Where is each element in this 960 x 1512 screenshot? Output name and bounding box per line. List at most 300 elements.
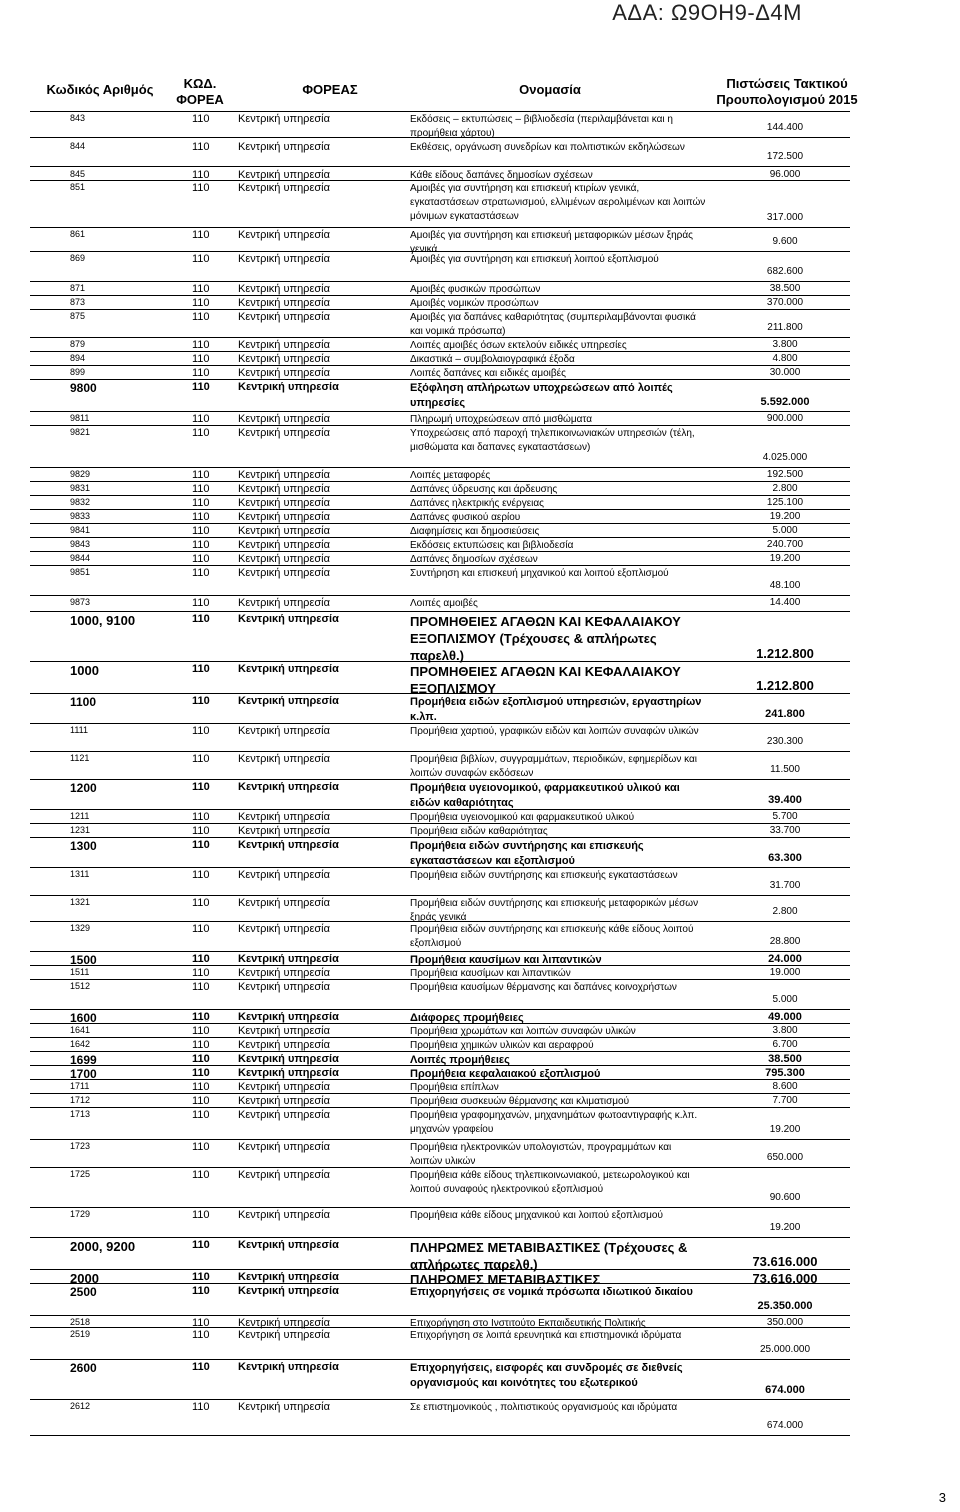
row-foreas: Κεντρική υπηρεσία xyxy=(238,113,330,125)
row-kod: 110 xyxy=(192,182,210,194)
row-foreas: Κεντρική υπηρεσία xyxy=(238,525,330,537)
row-kod: 110 xyxy=(192,753,210,765)
row-value: 241.800 xyxy=(765,708,805,720)
row-name: Προμήθεια καυσίμων και λιπαντικών xyxy=(410,954,602,966)
row-value: 19.200 xyxy=(769,1222,801,1233)
table-row xyxy=(30,1284,850,1316)
row-name: Εκδόσεις εκτυπώσεις και βιβλιοδεσία xyxy=(410,540,574,551)
row-code: 894 xyxy=(70,353,86,363)
row-value: 8.600 xyxy=(772,1081,798,1092)
row-code: 1121 xyxy=(70,753,90,763)
row-code: 851 xyxy=(70,182,86,192)
header-credit xyxy=(712,76,862,108)
row-code: 2518 xyxy=(70,1317,91,1327)
row-code: 9811 xyxy=(70,413,90,423)
table-row xyxy=(30,1208,850,1238)
row-name: Προμήθεια καυσίμων θέρμανσης και δαπάνες κοινοχρήστων xyxy=(410,982,677,993)
row-foreas: Κεντρική υπηρεσία xyxy=(238,613,339,625)
row-foreas: Κεντρική υπηρεσία xyxy=(238,1011,339,1023)
row-foreas: Κεντρική υπηρεσία xyxy=(238,825,330,837)
row-kod: 110 xyxy=(192,1109,210,1121)
table-row xyxy=(30,380,850,412)
row-value: 2.800 xyxy=(772,906,798,917)
row-foreas: Κεντρική υπηρεσία xyxy=(238,511,330,523)
row-value: 211.800 xyxy=(767,322,803,333)
row-foreas: Κεντρική υπηρεσία xyxy=(238,353,330,365)
header-credit-line1: Πιστώσεις Τακτικού xyxy=(726,76,848,91)
row-value: 19.200 xyxy=(769,1124,801,1135)
row-kod: 110 xyxy=(192,353,210,365)
row-kod: 110 xyxy=(192,663,210,675)
table-row xyxy=(30,724,850,752)
row-value: 73.616.000 xyxy=(752,1271,818,1286)
row-name: Προμήθεια κεφαλαιακού εξοπλισμού xyxy=(410,1068,601,1080)
row-foreas: Κεντρική υπηρεσία xyxy=(238,597,330,609)
table-row xyxy=(30,838,850,868)
row-code: 1231 xyxy=(70,825,91,835)
row-kod: 110 xyxy=(192,311,210,323)
row-kod: 110 xyxy=(192,1401,210,1413)
row-kod: 110 xyxy=(192,483,210,495)
row-kod: 110 xyxy=(192,497,210,509)
row-name: ΠΛΗΡΩΜΕΣ ΜΕΤΑΒΙΒΑΣΤΙΚΕΣ (Τρέχουσες & απλήρωτες παρελθ.) xyxy=(410,1240,688,1272)
row-name: Προμήθεια καυσίμων και λιπαντικών xyxy=(410,968,571,979)
row-value: 230.300 xyxy=(766,736,804,747)
table-row xyxy=(30,780,850,810)
row-foreas: Κεντρική υπηρεσία xyxy=(238,839,339,851)
row-value: 1.212.800 xyxy=(756,646,814,661)
row-value: 39.400 xyxy=(768,794,802,806)
row-foreas: Κεντρική υπηρεσία xyxy=(238,1169,330,1181)
table-row xyxy=(30,338,850,352)
row-kod: 110 xyxy=(192,725,210,737)
table-row xyxy=(30,966,850,980)
row-value: 795.300 xyxy=(765,1067,805,1079)
row-kod: 110 xyxy=(192,1361,210,1373)
row-kod: 110 xyxy=(192,613,210,625)
row-code: 1512 xyxy=(70,981,91,991)
row-value: 38.500 xyxy=(769,283,801,294)
row-code: 1725 xyxy=(70,1169,91,1179)
row-code: 1723 xyxy=(70,1141,91,1151)
row-value: 192.500 xyxy=(766,469,804,480)
row-value: 900.000 xyxy=(766,413,804,424)
row-value: 650.000 xyxy=(766,1152,804,1163)
row-value: 317.000 xyxy=(766,212,804,223)
row-foreas: Κεντρική υπηρεσία xyxy=(238,923,330,935)
table-row xyxy=(30,1316,850,1328)
row-name: Αμοιβές για συντήρηση και επισκευή κτιρίων γενικά, εγκαταστάσεων στρατωνισμού, ελλιμένων αερολιμένων και λοιπών μόνιμων εγκαταστάσεων xyxy=(410,183,706,222)
row-code: 2600 xyxy=(70,1361,97,1375)
row-value: 4.025.000 xyxy=(762,452,808,463)
row-kod: 110 xyxy=(192,539,210,551)
row-name: Λοιπές μεταφορές xyxy=(410,470,491,481)
table-row xyxy=(30,896,850,922)
row-code: 1329 xyxy=(70,923,91,933)
row-code: 1311 xyxy=(70,869,90,879)
row-kod: 110 xyxy=(192,339,210,351)
row-kod: 110 xyxy=(192,469,210,481)
table-row xyxy=(30,810,850,824)
row-value: 63.300 xyxy=(768,852,802,864)
row-foreas: Κεντρική υπηρεσία xyxy=(238,367,330,379)
row-foreas: Κεντρική υπηρεσία xyxy=(238,1053,339,1065)
row-code: 1712 xyxy=(70,1095,91,1105)
row-kod: 110 xyxy=(192,1053,210,1065)
row-kod: 110 xyxy=(192,567,210,579)
row-kod: 110 xyxy=(192,923,210,935)
row-foreas: Κεντρική υπηρεσία xyxy=(238,869,330,881)
row-code: 1500 xyxy=(70,953,97,967)
row-name: Διάφορες προμήθειες xyxy=(410,1012,524,1024)
row-foreas: Κεντρική υπηρεσία xyxy=(238,1401,330,1413)
row-kod: 110 xyxy=(192,113,210,125)
row-name: Προμήθεια ηλεκτρονικών υπολογιστών, προγραμμάτων και λοιπών υλικών xyxy=(410,1142,672,1167)
row-name: Προμήθεια ειδών συντήρησης και επισκευής εγκαταστάσεων και εξοπλισμού xyxy=(410,840,644,867)
row-name: Επιχορηγήσεις, εισφορές και συνδρομές σε διεθνείς οργανισμούς και κοινότητες του εξωτερικού xyxy=(410,1362,683,1389)
table-row xyxy=(30,468,850,482)
table-row xyxy=(30,168,850,181)
row-foreas: Κεντρική υπηρεσία xyxy=(238,253,330,265)
table-row xyxy=(30,1010,850,1024)
table-row xyxy=(30,1080,850,1094)
row-value: 6.700 xyxy=(772,1039,798,1050)
row-name: Προμήθεια γραφομηχανών, μηχανημάτων φωτοαντιγραφής κ.λπ. μηχανών γραφείου xyxy=(410,1110,698,1135)
row-code: 9829 xyxy=(70,469,91,479)
row-name: Δαπάνες φυσικού αερίου xyxy=(410,512,521,523)
table-row xyxy=(30,1108,850,1140)
table-row xyxy=(30,552,850,566)
row-value: 240.700 xyxy=(766,539,804,550)
row-code: 844 xyxy=(70,141,86,151)
row-kod: 110 xyxy=(192,253,210,265)
row-code: 9833 xyxy=(70,511,91,521)
row-code: 875 xyxy=(70,311,86,321)
table-row xyxy=(30,538,850,552)
row-foreas: Κεντρική υπηρεσία xyxy=(238,182,330,194)
row-kod: 110 xyxy=(192,981,210,993)
row-value: 96.000 xyxy=(769,169,801,180)
row-name: Προμήθεια βιβλίων, συγγραμμάτων, περιοδικών, εφημερίδων και λοιπών συναφών εκδόσεων xyxy=(410,754,698,779)
header-kod xyxy=(170,76,230,108)
row-foreas: Κεντρική υπηρεσία xyxy=(238,553,330,565)
row-code: 899 xyxy=(70,367,86,377)
row-name: Δαπάνες δημοσίων σχέσεων xyxy=(410,554,538,565)
row-foreas: Κεντρική υπηρεσία xyxy=(238,283,330,295)
row-foreas: Κεντρική υπηρεσία xyxy=(238,1317,330,1329)
row-name: Πληρωμή υποχρεώσεων από μισθώματα xyxy=(410,414,592,425)
row-name: ΠΡΟΜΗΘΕΙΕΣ ΑΓΑΘΩΝ ΚΑΙ ΚΕΦΑΛΑΙΑΚΟΥ ΕΞΟΠΛΙΣΜΟΥ (Τρέχουσες & απλήρωτες παρελθ.) xyxy=(410,614,681,663)
row-foreas: Κεντρική υπηρεσία xyxy=(238,981,330,993)
table-row xyxy=(30,426,850,468)
row-code: 845 xyxy=(70,169,86,179)
row-name: Κάθε είδους δαπάνες δημοσίων σχέσεων xyxy=(410,170,593,181)
row-foreas: Κεντρική υπηρεσία xyxy=(238,539,330,551)
row-value: 350.000 xyxy=(766,1317,804,1328)
table-row xyxy=(30,310,850,338)
row-kod: 110 xyxy=(192,811,210,823)
row-value: 7.700 xyxy=(772,1095,798,1106)
row-foreas: Κεντρική υπηρεσία xyxy=(238,1239,339,1251)
row-name: Εκδόσεις – εκτυπώσεις – βιβλιοδεσία (περιλαμβάνεται και η προμήθεια χάρτου) xyxy=(410,114,673,139)
row-name: Εξόφληση απλήρωτων υποχρεώσεων από λοιπές υπηρεσίες xyxy=(410,382,673,409)
row-kod: 110 xyxy=(192,1141,210,1153)
page-number: 3 xyxy=(938,1490,946,1505)
row-foreas: Κεντρική υπηρεσία xyxy=(238,1081,330,1093)
table-row xyxy=(30,694,850,724)
table-row xyxy=(30,524,850,538)
row-foreas: Κεντρική υπηρεσία xyxy=(238,567,330,579)
row-name: Αμοιβές για δαπάνες καθαριότητας (συμπεριλαμβάνονται φυσικά και νομικά πρόσωπα) xyxy=(410,312,696,337)
row-foreas: Κεντρική υπηρεσία xyxy=(238,1039,330,1051)
row-code: 843 xyxy=(70,113,86,123)
row-code: 9821 xyxy=(70,427,91,437)
table-row xyxy=(30,181,850,228)
row-kod: 110 xyxy=(192,283,210,295)
row-code: 1200 xyxy=(70,781,97,795)
row-name: Συντήρηση και επισκευή μηχανικού και λοιπού εξοπλισμού xyxy=(410,568,669,579)
row-name: Προμήθεια υγειονομικού και φαρμακευτικού υλικού xyxy=(410,812,635,823)
row-name: Επιχορηγήσεις σε νομικά πρόσωπα ιδιωτικού δικαίου xyxy=(410,1286,693,1298)
row-value: 125.100 xyxy=(766,497,804,508)
row-value: 172.500 xyxy=(766,151,804,162)
table-row xyxy=(30,1140,850,1168)
row-kod: 110 xyxy=(192,1209,210,1221)
row-code: 9844 xyxy=(70,553,91,563)
row-code: 1000, 9100 xyxy=(70,613,136,628)
table-row xyxy=(30,1328,850,1360)
row-kod: 110 xyxy=(192,1067,210,1079)
row-kod: 110 xyxy=(192,825,210,837)
table-row xyxy=(30,596,850,612)
row-name: Αμοιβές για συντήρηση και επισκευή λοιπού εξοπλισμού xyxy=(410,254,659,265)
row-kod: 110 xyxy=(192,869,210,881)
row-kod: 110 xyxy=(192,953,210,965)
row-foreas: Κεντρική υπηρεσία xyxy=(238,169,330,181)
row-value: 11.500 xyxy=(770,764,800,775)
table-row xyxy=(30,252,850,282)
row-name: Λοιπές αμοιβές xyxy=(410,598,478,609)
table-row xyxy=(30,1024,850,1038)
row-name: Επιχορήγηση στο Ινστιτούτο Εκπαιδευτικής Πολιτικής xyxy=(410,1318,646,1329)
row-kod: 110 xyxy=(192,1025,210,1037)
row-kod: 110 xyxy=(192,367,210,379)
row-foreas: Κεντρική υπηρεσία xyxy=(238,229,330,241)
table-row xyxy=(30,980,850,1010)
row-value: 1.212.800 xyxy=(756,678,814,693)
row-name: Προμήθεια ειδών συντήρησης και επισκευής μεταφορικών μέσων ξηράς γενικά xyxy=(410,898,699,923)
row-value: 5.592.000 xyxy=(760,396,810,408)
row-name: Επιχορήγηση σε λοιπά ερευνητικά και επιστημονικά ιδρύματα xyxy=(410,1330,682,1341)
row-value: 674.000 xyxy=(765,1384,805,1396)
row-kod: 110 xyxy=(192,511,210,523)
row-value: 28.800 xyxy=(769,936,801,947)
table-row xyxy=(30,1400,850,1436)
row-value: 370.000 xyxy=(766,297,804,308)
table-row xyxy=(30,752,850,780)
row-kod: 110 xyxy=(192,553,210,565)
table-row xyxy=(30,1360,850,1400)
row-value: 2.800 xyxy=(772,483,798,494)
row-code: 879 xyxy=(70,339,86,349)
table-row xyxy=(30,662,850,694)
row-kod: 110 xyxy=(192,695,210,707)
table-row xyxy=(30,482,850,496)
row-foreas: Κεντρική υπηρεσία xyxy=(238,1067,339,1079)
row-foreas: Κεντρική υπηρεσία xyxy=(238,897,330,909)
row-kod: 110 xyxy=(192,1039,210,1051)
row-code: 9843 xyxy=(70,539,91,549)
row-code: 1713 xyxy=(70,1109,91,1119)
row-foreas: Κεντρική υπηρεσία xyxy=(238,469,330,481)
row-value: 48.100 xyxy=(769,580,801,591)
row-code: 2000, 9200 xyxy=(70,1239,136,1254)
table-row xyxy=(30,282,850,296)
row-value: 3.800 xyxy=(772,339,798,350)
table-row xyxy=(30,112,850,138)
row-code: 1100 xyxy=(70,695,97,709)
row-code: 2500 xyxy=(70,1285,97,1299)
row-value: 25.000.000 xyxy=(759,1344,811,1355)
table-row xyxy=(30,296,850,310)
row-code: 9832 xyxy=(70,497,91,507)
row-foreas: Κεντρική υπηρεσία xyxy=(238,483,330,495)
row-value: 14.400 xyxy=(769,597,801,608)
row-value: 3.800 xyxy=(772,1025,798,1036)
table-row xyxy=(30,952,850,966)
row-kod: 110 xyxy=(192,381,210,393)
row-name: Εκθέσεις, οργάνωση συνεδρίων και πολιτιστικών εκδηλώσεων xyxy=(410,142,685,153)
row-name: Προμήθεια κάθε είδους τηλεπικοινωνιακού, μετεωρολογικού και λοιπού συναφούς ηλεκτρονικού εξοπλισμού xyxy=(410,1170,690,1195)
table-row xyxy=(30,868,850,896)
row-name: Δαπάνες ηλεκτρικής ενέργειας xyxy=(410,498,544,509)
row-name: Λοιπές αμοιβές όσων εκτελούν ειδικές υπηρεσίες xyxy=(410,340,627,351)
row-kod: 110 xyxy=(192,169,210,181)
table-row xyxy=(30,922,850,952)
header-kod-line1: ΚΩΔ. xyxy=(183,76,217,91)
table-row xyxy=(30,412,850,426)
row-value: 73.616.000 xyxy=(752,1254,818,1269)
row-name: Διαφημίσεις και δημοσιεύσεις xyxy=(410,526,540,537)
row-kod: 110 xyxy=(192,1095,210,1107)
row-code: 861 xyxy=(70,229,86,239)
row-code: 1321 xyxy=(70,897,91,907)
row-name: Σε επιστημονικούς , πολιτιστικούς οργανισμούς και ιδρύματα xyxy=(410,1402,678,1413)
row-code: 1729 xyxy=(70,1209,91,1219)
row-name: Προμήθεια χρωμάτων και λοιπών συναφών υλικών xyxy=(410,1026,636,1037)
row-name: Προμήθεια ειδών συντήρησης και επισκευής εγκαταστάσεων xyxy=(410,870,678,881)
row-code: 1711 xyxy=(70,1081,90,1091)
row-code: 2519 xyxy=(70,1329,91,1339)
row-kod: 110 xyxy=(192,413,210,425)
header-credit-line2: Προυπολογισμού 2015 xyxy=(716,92,858,107)
row-name: Αμοιβές φυσικών προσώπων xyxy=(410,284,541,295)
row-foreas: Κεντρική υπηρεσία xyxy=(238,311,330,323)
row-code: 871 xyxy=(70,283,86,293)
row-code: 2612 xyxy=(70,1401,91,1411)
row-kod: 110 xyxy=(192,839,210,851)
row-name: Προμήθεια κάθε είδους μηχανικού και λοιπού εξοπλισμού xyxy=(410,1210,663,1221)
row-value: 30.000 xyxy=(769,367,801,378)
row-name: Προμήθεια ειδών εξοπλισμού υπηρεσιών, εργαστηρίων κ.λπ. xyxy=(410,696,702,723)
table-row xyxy=(30,612,850,662)
row-value: 144.400 xyxy=(766,122,804,133)
row-foreas: Κεντρική υπηρεσία xyxy=(238,1141,330,1153)
row-kod: 110 xyxy=(192,897,210,909)
table-row xyxy=(30,1094,850,1108)
row-foreas: Κεντρική υπηρεσία xyxy=(238,953,339,965)
row-value: 19.200 xyxy=(769,553,801,564)
row-kod: 110 xyxy=(192,1081,210,1093)
row-name: Προμήθεια ειδών καθαριότητας xyxy=(410,826,548,837)
table-row xyxy=(30,1052,850,1066)
row-value: 24.000 xyxy=(768,953,802,965)
row-foreas: Κεντρική υπηρεσία xyxy=(238,497,330,509)
row-code: 1300 xyxy=(70,839,97,853)
table-row xyxy=(30,566,850,596)
row-name: Δικαστικά – συμβολαιογραφικά έξοδα xyxy=(410,354,575,365)
row-foreas: Κεντρική υπηρεσία xyxy=(238,695,339,707)
row-code: 1700 xyxy=(70,1067,97,1081)
row-kod: 110 xyxy=(192,1317,210,1329)
table-row xyxy=(30,366,850,380)
row-name: Αμοιβές νομικών προσώπων xyxy=(410,298,539,309)
row-value: 19.000 xyxy=(769,967,801,978)
table-row xyxy=(30,352,850,366)
row-foreas: Κεντρική υπηρεσία xyxy=(238,753,330,765)
table-row xyxy=(30,140,850,167)
row-foreas: Κεντρική υπηρεσία xyxy=(238,413,330,425)
row-kod: 110 xyxy=(192,297,210,309)
row-value: 31.700 xyxy=(769,880,801,891)
row-foreas: Κεντρική υπηρεσία xyxy=(238,427,330,439)
row-name: ΠΡΟΜΗΘΕΙΕΣ ΑΓΑΘΩΝ ΚΑΙ ΚΕΦΑΛΑΙΑΚΟΥ ΕΞΟΠΛΙΣΜΟΥ xyxy=(410,664,681,696)
row-kod: 110 xyxy=(192,141,210,153)
row-kod: 110 xyxy=(192,1271,210,1283)
row-value: 5.000 xyxy=(772,994,798,1005)
row-kod: 110 xyxy=(192,1169,210,1181)
row-value: 682.600 xyxy=(766,266,804,277)
row-foreas: Κεντρική υπηρεσία xyxy=(238,141,330,153)
row-value: 9.600 xyxy=(772,236,798,247)
row-value: 674.000 xyxy=(766,1420,804,1431)
row-name: ΠΛΗΡΩΜΕΣ ΜΕΤΑΒΙΒΑΣΤΙΚΕΣ xyxy=(410,1272,601,1287)
row-code: 1511 xyxy=(70,967,90,977)
row-foreas: Κεντρική υπηρεσία xyxy=(238,781,339,793)
row-foreas: Κεντρική υπηρεσία xyxy=(238,1271,339,1283)
row-kod: 110 xyxy=(192,1011,210,1023)
row-foreas: Κεντρική υπηρεσία xyxy=(238,663,339,675)
row-value: 49.000 xyxy=(768,1011,802,1023)
row-code: 2000 xyxy=(70,1271,99,1286)
row-code: 873 xyxy=(70,297,86,307)
row-code: 9841 xyxy=(70,525,91,535)
row-name: Υποχρεώσεις από παροχή τηλεπικοινωνιακών υπηρεσιών (τέλη, μισθώματα και δαπανες εγκαταστάσεων) xyxy=(410,428,695,453)
table-row xyxy=(30,1270,850,1287)
row-code: 1600 xyxy=(70,1011,97,1025)
row-kod: 110 xyxy=(192,1329,210,1341)
header-name: Ονομασία xyxy=(519,82,581,97)
row-foreas: Κεντρική υπηρεσία xyxy=(238,725,330,737)
table-row xyxy=(30,824,850,838)
header-code: Κωδικός Αριθμός xyxy=(46,82,154,97)
table-row xyxy=(30,510,850,524)
row-name: Προμήθεια υγειονομικού, φαρμακευτικού υλικού και ειδών καθαριότητας xyxy=(410,782,680,809)
row-code: 869 xyxy=(70,253,86,263)
row-name: Προμήθεια χημικών υλικών και αεραφρού xyxy=(410,1040,594,1051)
row-code: 9800 xyxy=(70,381,97,395)
row-code: 1000 xyxy=(70,663,99,678)
